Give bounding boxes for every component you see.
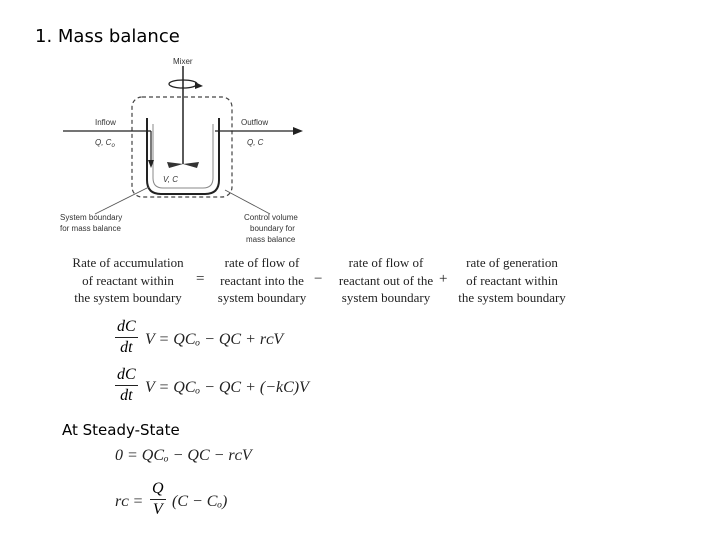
word-equation <box>62 254 582 310</box>
eq2-rhs: V = QCₒ − QC + (−kC)V <box>145 379 309 396</box>
term-inflow: rate of flow of reactant into the system boundary <box>217 255 307 305</box>
control-volume-label-3: mass balance <box>246 235 296 244</box>
impeller-blade-left <box>167 162 183 168</box>
op-equals: = <box>196 271 205 287</box>
eq3: 0 = QCₒ − QC − rᴄV <box>115 447 252 464</box>
control-volume-label-2: boundary for <box>250 224 295 233</box>
inflow-vars: Q, $C_o$ <box>95 138 115 149</box>
term-outflow: rate of flow of reactant out of the system boundary <box>338 255 434 305</box>
eq4-lhs: rᴄ = <box>115 493 144 510</box>
outflow-vars: Q, C <box>247 138 264 147</box>
system-boundary-label-2: for mass balance <box>60 224 121 233</box>
eq1-rhs: V = QCₒ − QC + rᴄV <box>145 331 284 348</box>
reactor-diagram <box>55 52 325 252</box>
system-boundary-label-1: System boundary <box>60 213 123 222</box>
steady-state-label: At Steady-State <box>62 421 180 439</box>
eq4-rhs: (C − Cₒ) <box>172 493 228 510</box>
control-volume-label-1: Control volume <box>244 213 298 222</box>
eq1-derivative: dC dt <box>117 318 136 356</box>
tank-vars: V, C <box>163 175 178 184</box>
op-plus: + <box>439 271 448 287</box>
eq4-fraction: Q V <box>152 480 164 518</box>
page-title: 1. Mass balance <box>35 26 180 47</box>
outflow-label: Outflow <box>241 118 269 127</box>
term-generation: rate of generation of reactant within the system boundary <box>458 255 566 305</box>
inflow-label: Inflow <box>95 118 116 127</box>
impeller-blade-right <box>183 162 199 168</box>
op-minus: − <box>314 271 323 287</box>
mixer-label: Mixer <box>173 57 193 66</box>
term-accumulation: Rate of accumulation of reactant within the system boundary <box>72 255 184 305</box>
eq2-derivative: dC dt <box>117 366 136 404</box>
